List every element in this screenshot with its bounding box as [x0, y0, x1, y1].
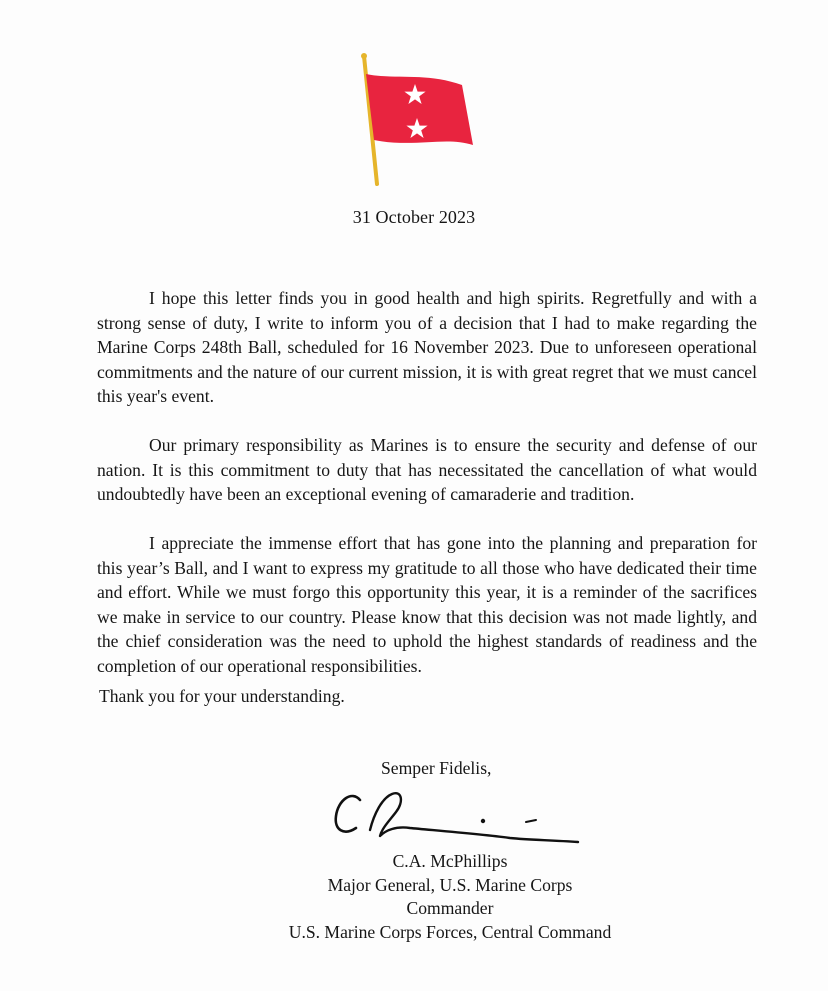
thanks-line: Thank you for your understanding. [99, 686, 345, 706]
signer-name: C.A. McPhillips [392, 851, 508, 871]
paragraph: I hope this letter finds you in good health and high spirits. Regretfully and with a strong sense of duty, I write to inform you of a decision that I had to make regarding the Marine Corps 248th Ball, scheduled for 16 November 2023. Due to unforeseen operational commitments and the nature of our current mission, it is with great regret that we must cancel this year's event. [97, 288, 757, 406]
paragraph: I appreciate the immense effort that has gone into the planning and preparation for this year’s Ball, and I want to express my gratitude to all those who have dedicated their time and effort. While we must forgo this opportunity this year, it is a reminder of the sacrifices we make in service to our country. Please know that this decision was not made lightly, and the chief consideration was the need to uphold the highest standards of readiness and the completion of our operational responsibilities. [97, 533, 757, 676]
letter-date: 31 October 2023 [352, 207, 476, 227]
signer-rank: Major General, U.S. Marine Corps [327, 874, 573, 895]
signer-position: Commander [406, 898, 494, 918]
two-star-flag-icon [355, 52, 480, 187]
signature-icon [330, 778, 590, 858]
signature-block [200, 850, 700, 944]
letter-body [97, 286, 757, 703]
signer-unit: U.S. Marine Corps Forces, Central Command [288, 921, 612, 942]
flag-finial [361, 53, 367, 59]
closing-salutation: Semper Fidelis, [381, 758, 492, 778]
paragraph: Our primary responsibility as Marines is to ensure the security and defense of our nation. It is this commitment to duty that has necessitated the cancellation of what would undoubtedly have been an exceptional evening of camaraderie and tradition. [97, 435, 757, 504]
